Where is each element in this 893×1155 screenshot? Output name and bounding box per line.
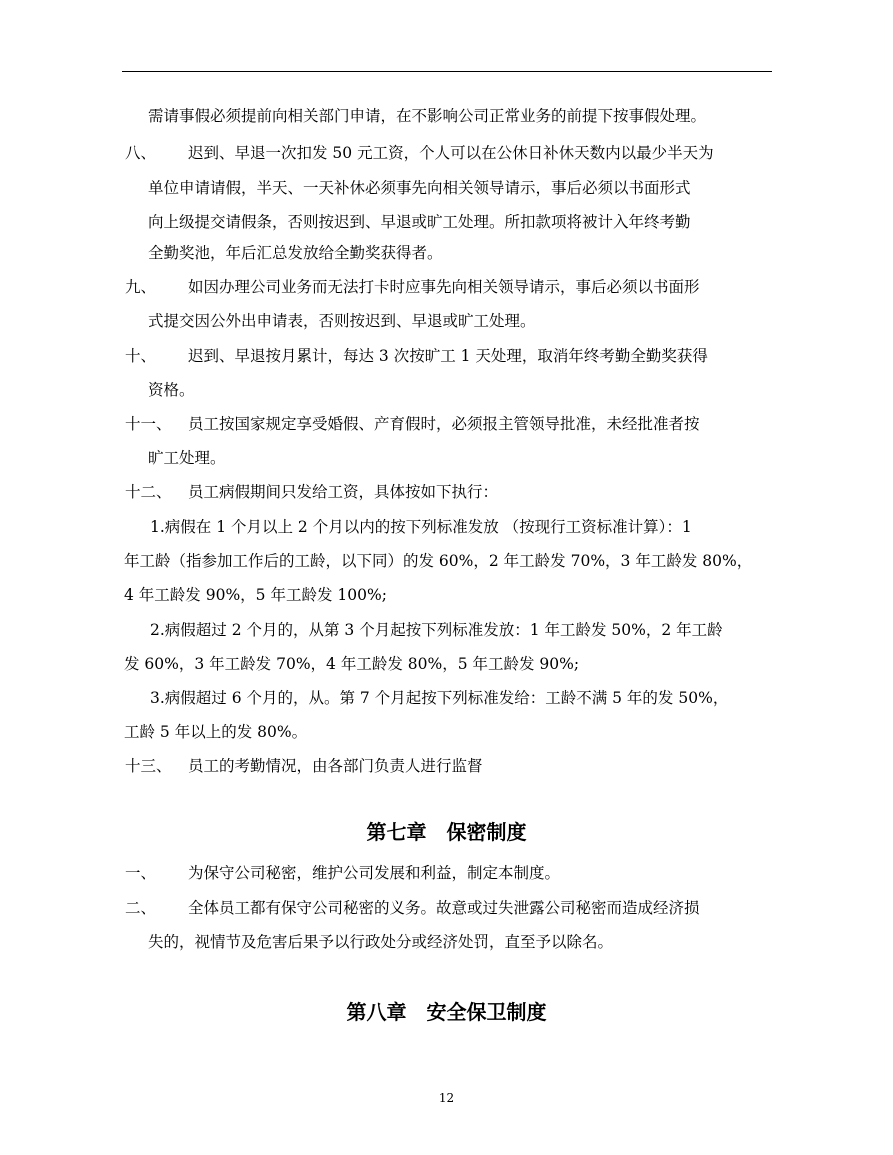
sub-paragraph-line: 1.病假在 1 个月以上 2 个月以内的按下列标准发放 （按现行工资标准计算）：1 [150, 518, 692, 536]
sub-paragraph-line: 3.病假超过 6 个月的，从。第 7 个月起按下列标准发给：工龄不满 5 年的发 50%， [150, 689, 729, 707]
paragraph-line: 迟到、早退按月累计，每达 3 次按旷工 1 天处理，取消年终考勤全勤奖获得 [188, 347, 708, 365]
paragraph-line: 员工病假期间只发给工资，具体按如下执行： [188, 483, 499, 501]
item-number: 二、 [125, 899, 157, 917]
paragraph-line: 为保守公司秘密，维护公司发展和利益，制定本制度。 [188, 864, 561, 882]
header-rule [122, 71, 772, 72]
item-number: 十、 [125, 347, 157, 365]
paragraph-line: 旷工处理。 [148, 449, 226, 467]
paragraph-line: 全勤奖池，年后汇总发放给全勤奖获得者。 [148, 244, 443, 262]
paragraph-line: 如因办理公司业务而无法打卡时应事先向相关领导请示，事后必须以书面形 [188, 278, 700, 296]
item-number: 十三、 [125, 757, 172, 775]
paragraph-line: 全体员工都有保守公司秘密的义务。故意或过失泄露公司秘密而造成经济损 [188, 899, 700, 917]
paragraph-line: 单位申请请假，半天、一天补休必须事先向相关领导请示，事后必须以书面形式 [148, 179, 691, 197]
page-number: 12 [438, 1091, 455, 1105]
chapter-heading: 第八章 安全保卫制度 [346, 1000, 547, 1024]
item-number: 一、 [125, 864, 157, 882]
chapter-heading: 第七章 保密制度 [366, 820, 527, 844]
item-number: 十二、 [125, 483, 172, 501]
paragraph-line: 需请事假必须提前向相关部门申请，在不影响公司正常业务的前提下按事假处理。 [148, 107, 707, 125]
sub-paragraph-line: 工龄 5 年以上的发 80%。 [124, 723, 308, 741]
paragraph-line: 向上级提交请假条，否则按迟到、早退或旷工处理。所扣款项将被计入年终考勤 [148, 213, 691, 231]
sub-paragraph-line: 发 60%，3 年工龄发 70%，4 年工龄发 80%，5 年工龄发 90%; [124, 655, 580, 673]
item-number: 十一、 [125, 415, 172, 433]
paragraph-line: 员工按国家规定享受婚假、产育假时，必须报主管领导批准，未经批准者按 [188, 415, 700, 433]
paragraph-line: 资格。 [148, 381, 195, 399]
sub-paragraph-line: 2.病假超过 2 个月的，从第 3 个月起按下列标准发放：1 年工龄发 50%，2 年工龄 [150, 621, 723, 639]
sub-paragraph-line: 年工龄（指参加工作后的工龄，以下同）的发 60%，2 年工龄发 70%，3 年工龄发 80%， [124, 552, 753, 570]
paragraph-line: 失的，视情节及危害后果予以行政处分或经济处罚，直至予以除名。 [148, 933, 614, 951]
paragraph-line: 员工的考勤情况，由各部门负责人进行监督 [188, 757, 483, 775]
sub-paragraph-line: 4 年工龄发 90%，5 年工龄发 100%; [124, 586, 387, 604]
item-number: 八、 [125, 144, 157, 162]
paragraph-line: 式提交因公外出申请表，否则按迟到、早退或旷工处理。 [148, 312, 536, 330]
paragraph-line: 迟到、早退一次扣发 50 元工资，个人可以在公休日补休天数内以最少半天为 [188, 144, 714, 162]
item-number: 九、 [125, 278, 157, 296]
